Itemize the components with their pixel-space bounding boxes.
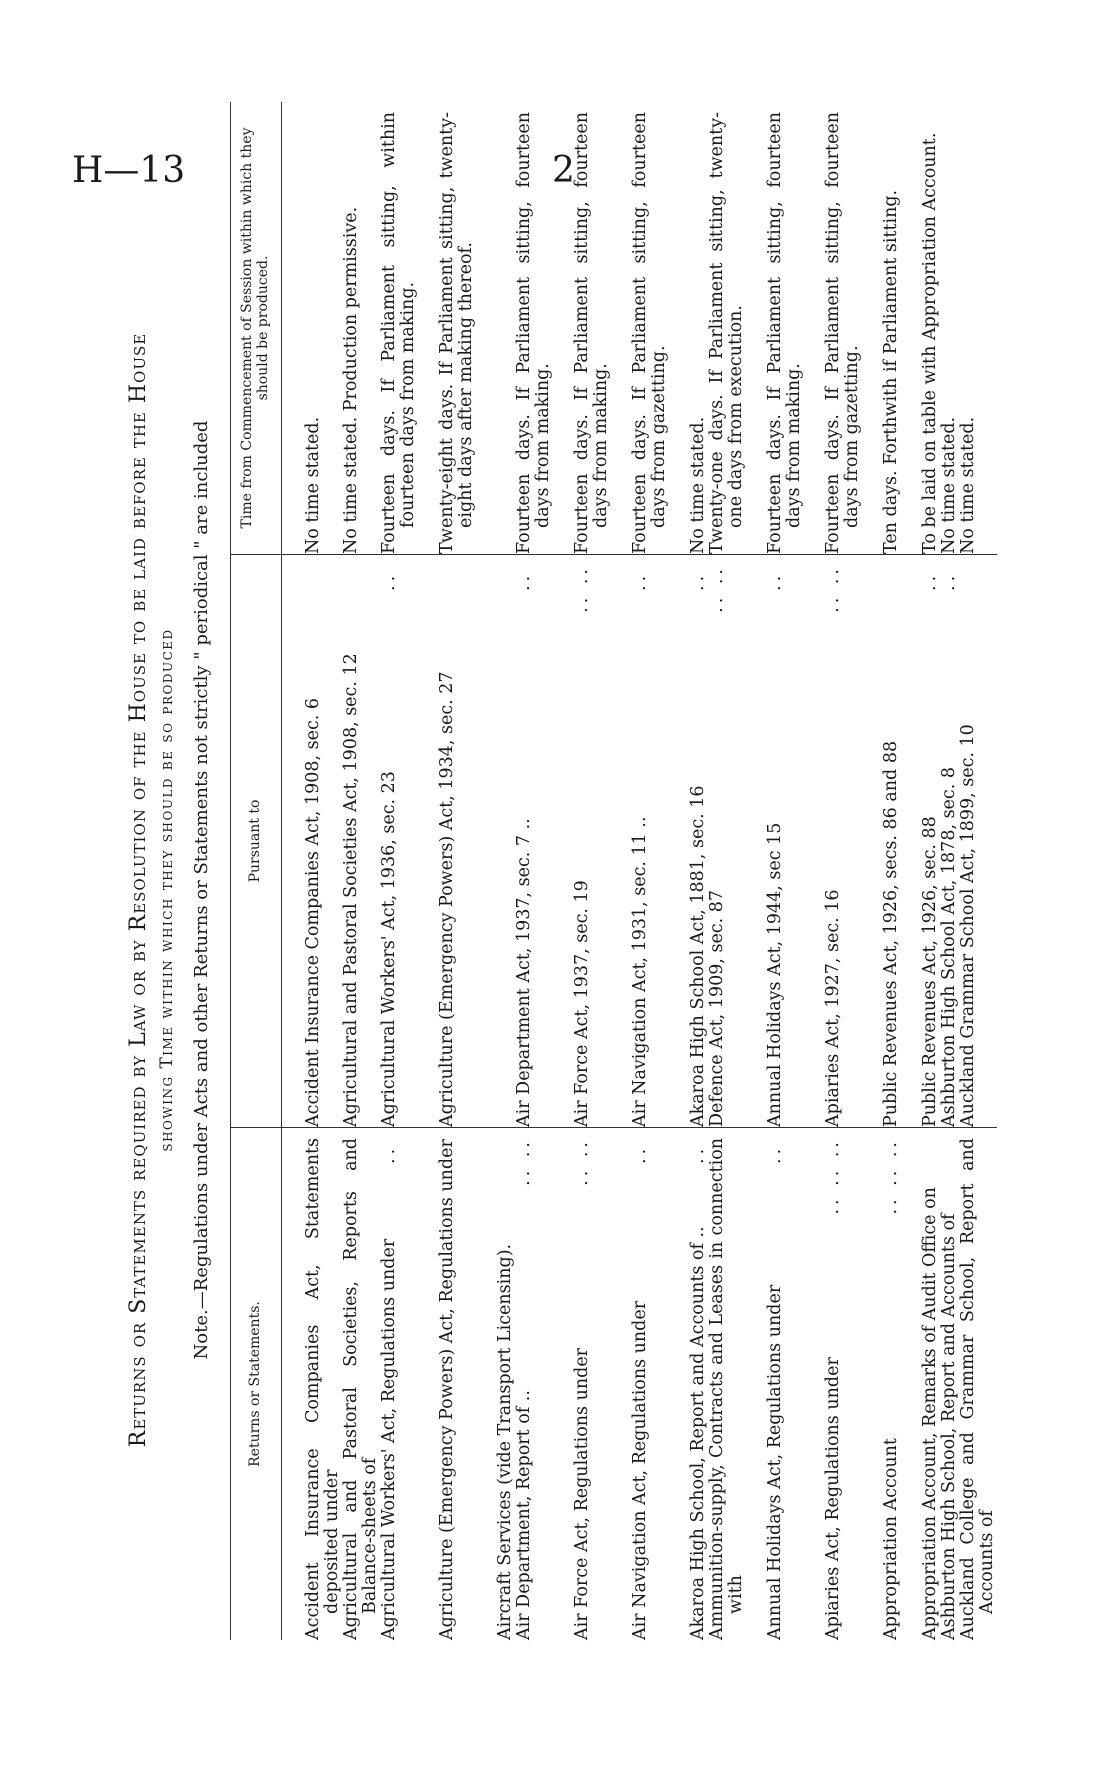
returns-cell: Agricultural and Pastoral Societies, Reports and Balance-sheets of (341, 1138, 380, 1640)
page-number: 2 (552, 150, 575, 191)
table-row (342, 102, 380, 1640)
pursuant-cell: .. Akaroa High School Act, 1881, sec. 16 (669, 555, 708, 1128)
note: Note.—Regulations under Acts and other Returns or Statements not strictly " periodical " are included (191, 420, 212, 1360)
returns-cell: .. Agricultural Workers' Act, Regulations under (379, 1144, 399, 1640)
page-subtitle: showing Time within which they should be so produced (157, 628, 177, 1152)
column-header-pursuant: Pursuant to (231, 555, 282, 1128)
table-row (611, 102, 669, 1640)
pursuant-cell (476, 555, 515, 1128)
table-row (515, 102, 553, 1640)
pursuant-cell: .. .. Defence Act, 1909, sec. 87 (708, 555, 746, 1128)
table-row (862, 102, 901, 1640)
returns-cell: Appropriation Account, Remarks of Audit Office on (920, 1187, 940, 1640)
time-cell: Fourteen days. If Parliament sitting, fourteen days from making. (746, 102, 804, 555)
document-code: H—13 (72, 150, 186, 191)
time-cell: No time stated. Production permissive. (342, 102, 380, 555)
table-row (476, 102, 515, 1640)
table-row (282, 102, 343, 1640)
pursuant-cell: .. .. Air Force Act, 1937, sec. 19 (553, 555, 611, 1128)
time-cell (476, 102, 515, 555)
pursuant-cell: .. .. Apiaries Act, 1927, sec. 16 (804, 555, 862, 1128)
pursuant-cell: Auckland Grammar School Act, 1899, sec. 10 (959, 555, 997, 1128)
time-cell: Ten days. Forthwith if Parliament sitting. (862, 102, 901, 555)
table-row (708, 102, 746, 1640)
pursuant-cell: .. Air Department Act, 1937, sec. 7 .. (515, 555, 553, 1128)
returns-cell: .. Annual Holidays Act, Regulations under (765, 1144, 785, 1640)
pursuant-cell: Agricultural and Pastoral Societies Act, 1908, sec. 12 (342, 555, 380, 1128)
returns-cell: Agriculture (Emergency Powers) Act, Regulations under (437, 1139, 457, 1640)
returns-cell: .. .. Air Department, Report of .. (514, 1138, 534, 1640)
time-cell: Fourteen days. If Parliament sitting, within fourteen days from making. (380, 102, 418, 555)
time-cell: To be laid on table with Appropriation Account. (901, 102, 940, 555)
returns-cell: Accident Insurance Companies Act, Statements deposited under (303, 1138, 342, 1640)
pursuant-cell: Public Revenues Act, 1926, secs. 86 and 88 (862, 555, 901, 1128)
returns-table (230, 102, 997, 1640)
pursuant-cell: .. Agricultural Workers' Act, 1936, sec. 23 (380, 555, 418, 1128)
returns-cell: Auckland College and Grammar School, Report and Accounts of (958, 1138, 997, 1640)
pursuant-cell: .. Air Navigation Act, 1931, sec. 11 .. (611, 555, 669, 1128)
time-cell: No time stated. (959, 102, 997, 555)
table-header-row (231, 102, 282, 1640)
returns-cell: .. .. Air Force Act, Regulations under (572, 1138, 592, 1640)
table-row (959, 102, 997, 1640)
returns-cell: .. .. .. Appropriation Account (881, 1138, 901, 1640)
table-body (282, 102, 998, 1640)
page-title: Returns or Statements required by Law or by Resolution of the House to be laid before the House (126, 332, 151, 1448)
table-row (669, 102, 708, 1640)
pursuant-cell: Agriculture (Emergency Powers) Act, 1934, sec. 27 (418, 555, 476, 1128)
time-cell: Fourteen days. If Parliament sitting, fourteen days from making. (553, 102, 611, 555)
rotated-table-block (125, 112, 997, 1640)
column-header-returns: Returns or Statements. (231, 1128, 282, 1641)
column-header-time: Time from Commencement of Session within which they should be produced. (231, 102, 282, 555)
table-row (901, 102, 940, 1640)
time-cell: Fourteen days. If Parliament sitting, fourteen days from gazetting. (611, 102, 669, 555)
table-row (553, 102, 611, 1640)
time-cell: No time stated. (669, 102, 708, 555)
table-row (940, 102, 959, 1640)
time-cell: No time stated. (282, 102, 343, 555)
pursuant-cell: .. Annual Holidays Act, 1944, sec 15 (746, 555, 804, 1128)
returns-cell: Ashburton High School, Report and Accounts of (939, 1213, 959, 1640)
returns-cell: .. .. .. Apiaries Act, Regulations under (823, 1138, 843, 1640)
table-row (418, 102, 476, 1640)
returns-cell: .. Air Navigation Act, Regulations under (630, 1144, 650, 1640)
table-row (804, 102, 862, 1640)
time-cell: Twenty-eight days. If Parliament sitting, twenty-eight days after making thereof. (418, 102, 476, 555)
time-cell: Fourteen days. If Parliament sitting, fourteen days from gazetting. (804, 102, 862, 555)
time-cell: Fourteen days. If Parliament sitting, fourteen days from making. (515, 102, 553, 555)
returns-cell: .. Akaroa High School, Report and Accounts of .. (688, 1144, 708, 1640)
pursuant-cell: .. Ashburton High School Act, 1878, sec. 8 (940, 555, 959, 1128)
returns-cell: Ammunition-supply, Contracts and Leases in connection with (707, 1138, 746, 1640)
time-cell: No time stated. (940, 102, 959, 555)
returns-cell: Aircraft Services (vide Transport Licensing). (495, 1243, 515, 1640)
pursuant-cell: Accident Insurance Companies Act, 1908, sec. 6 (282, 555, 343, 1128)
table-row (380, 102, 418, 1640)
pursuant-cell: .. Public Revenues Act, 1926, sec. 88 (901, 555, 940, 1128)
table-row (746, 102, 804, 1640)
time-cell: Twenty-one days. If Parliament sitting, twenty-one days from execution. (708, 102, 746, 555)
